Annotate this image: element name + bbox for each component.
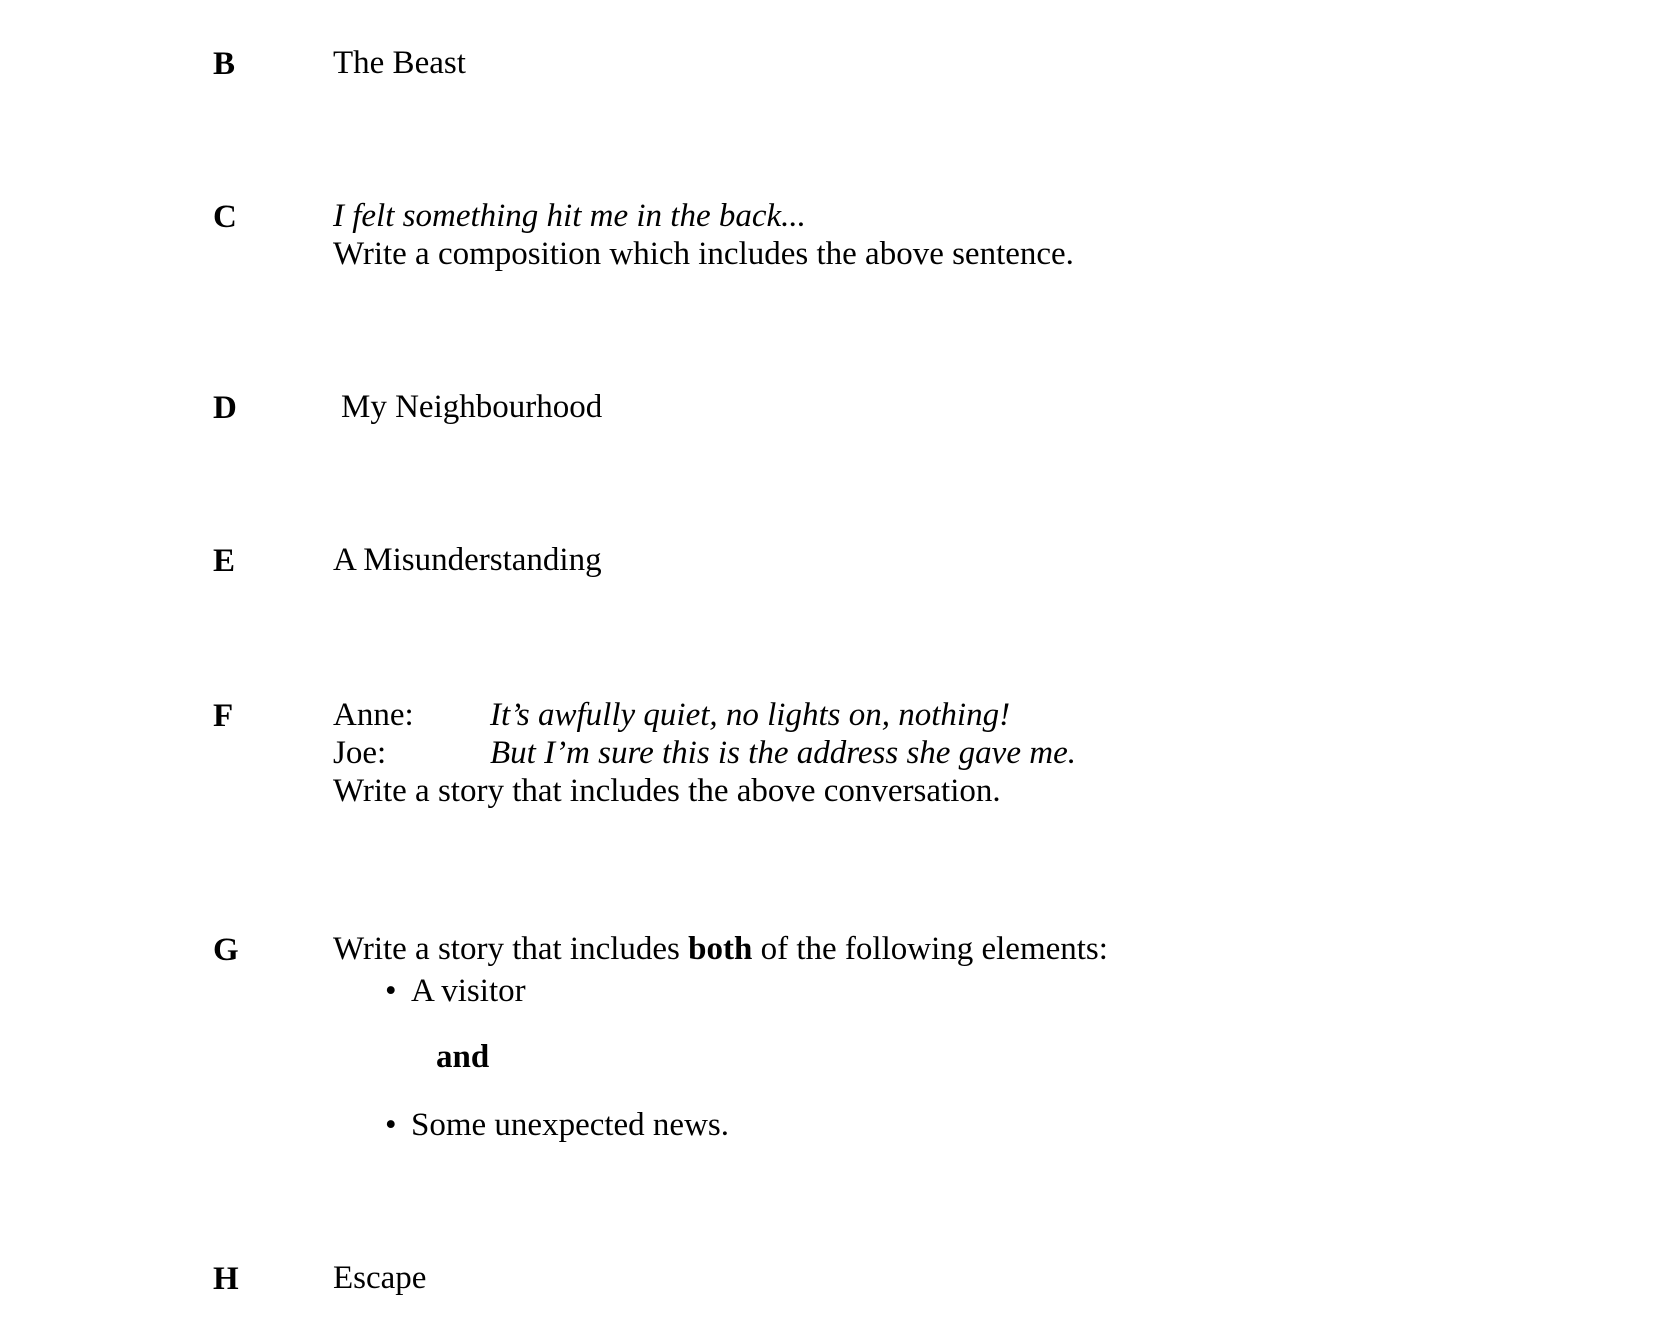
item-c-quote: I felt something hit me in the back... bbox=[333, 198, 806, 234]
item-letter-d: D bbox=[213, 390, 237, 426]
dialogue-text-joe: But I’m sure this is the address she gave me. bbox=[490, 735, 1076, 771]
speaker-joe: Joe: bbox=[333, 735, 387, 771]
item-title-b: The Beast bbox=[333, 45, 466, 81]
dialogue-line-anne bbox=[333, 696, 1076, 734]
connector-and: and bbox=[436, 1039, 490, 1075]
item-letter-b: B bbox=[213, 46, 236, 82]
bullet-text-visitor: A visitor bbox=[411, 973, 526, 1009]
item-f-instruction: Write a story that includes the above conversation. bbox=[333, 773, 1001, 809]
bullet-text-news: Some unexpected news. bbox=[411, 1107, 729, 1143]
item-letter-h: H bbox=[213, 1261, 239, 1297]
dialogue-line-joe bbox=[333, 734, 1076, 772]
item-g-instruction bbox=[333, 930, 1108, 968]
bullet-icon: • bbox=[385, 1107, 397, 1143]
dialogue-text-anne: It’s awfully quiet, no lights on, nothing! bbox=[490, 697, 1011, 733]
item-g-instruction-start: Write a story that includes bbox=[333, 931, 689, 967]
item-f-body bbox=[333, 696, 1076, 810]
speaker-anne: Anne: bbox=[333, 697, 414, 733]
item-c-body bbox=[333, 197, 1074, 273]
item-letter-f: F bbox=[213, 698, 234, 734]
item-title-d: My Neighbourhood bbox=[341, 389, 603, 425]
item-letter-g: G bbox=[213, 932, 239, 968]
item-letter-e: E bbox=[213, 543, 236, 579]
item-title-e: A Misunderstanding bbox=[333, 542, 602, 578]
bullet-item-news bbox=[385, 1106, 729, 1144]
item-title-h: Escape bbox=[333, 1260, 427, 1296]
bullet-item-visitor bbox=[385, 972, 526, 1010]
bullet-icon: • bbox=[385, 973, 397, 1009]
item-c-instruction: Write a composition which includes the above sentence. bbox=[333, 236, 1074, 272]
item-g-instruction-bold: both bbox=[688, 931, 753, 967]
item-letter-c: C bbox=[213, 199, 237, 235]
item-g-instruction-end: of the following elements: bbox=[752, 931, 1108, 967]
